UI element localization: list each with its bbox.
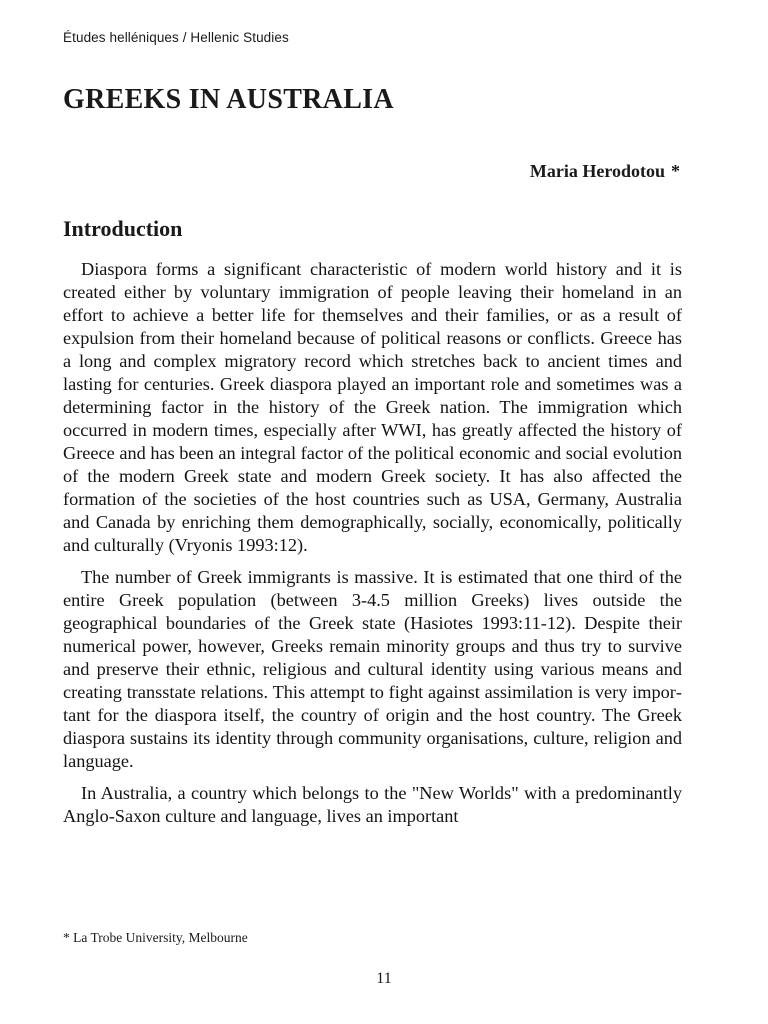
section-heading: Introduction xyxy=(63,216,183,241)
paragraph: Diaspora forms a significant characteristic of modern world history and it is created either by voluntary immigration of people leaving their homeland in an effort to achieve a better life for themselves and their families, or as a result of expulsion from their homeland because of political reasons or conflicts. Greece has a long and complex migratory record which stretches back to ancient times and lasting for centuries. Greek diaspora played an important role and sometimes was a determining factor in the history of the Greek nation. The immigration which occurred in modern times, especially after WWI, has greatly affected the history of Greece and has been an integral factor of the political economic and social evolution of the modern Greek state and modern Greek society. It has also affected the formation of the societies of the host countries such as USA, Germany, Australia and Canada by enriching them demographically, socially, economically, politically and culturally (Vryonis 1993:12). xyxy=(63,259,682,555)
page-number: 11 xyxy=(376,970,392,987)
article-title: GREEKS IN AUSTRALIA xyxy=(63,84,394,115)
paragraph: In Australia, a country which belongs to the "New Worlds" with a predominantly Anglo-Saxon culture and language, lives an important xyxy=(63,783,682,826)
footnote: * La Trobe University, Melbourne xyxy=(63,930,248,945)
author-name: Maria Herodotou xyxy=(529,161,665,181)
body-text xyxy=(63,258,682,837)
running-head: Études helléniques / Hellenic Studies xyxy=(63,30,289,45)
author-footnote-marker: * xyxy=(671,161,680,181)
paragraph: The number of Greek immigrants is massive. It is estimated that one third of the entire Greek population (between 3-4.5 million Greeks) lives outside the geographical boundaries of the Greek state (Hasiotes 1993:11-12). Despite their numerical power, however, Greeks remain minority groups and thus try to survive and preserve their ethnic, religious and cultural identity using various means and creating transstate relations. This attempt to fight against assimilation is very important for the diaspora itself, the country of origin and the host country. The Greek diaspora sustains its identity through community organisations, culture, religion and language. xyxy=(63,567,682,771)
author-line xyxy=(530,161,680,182)
